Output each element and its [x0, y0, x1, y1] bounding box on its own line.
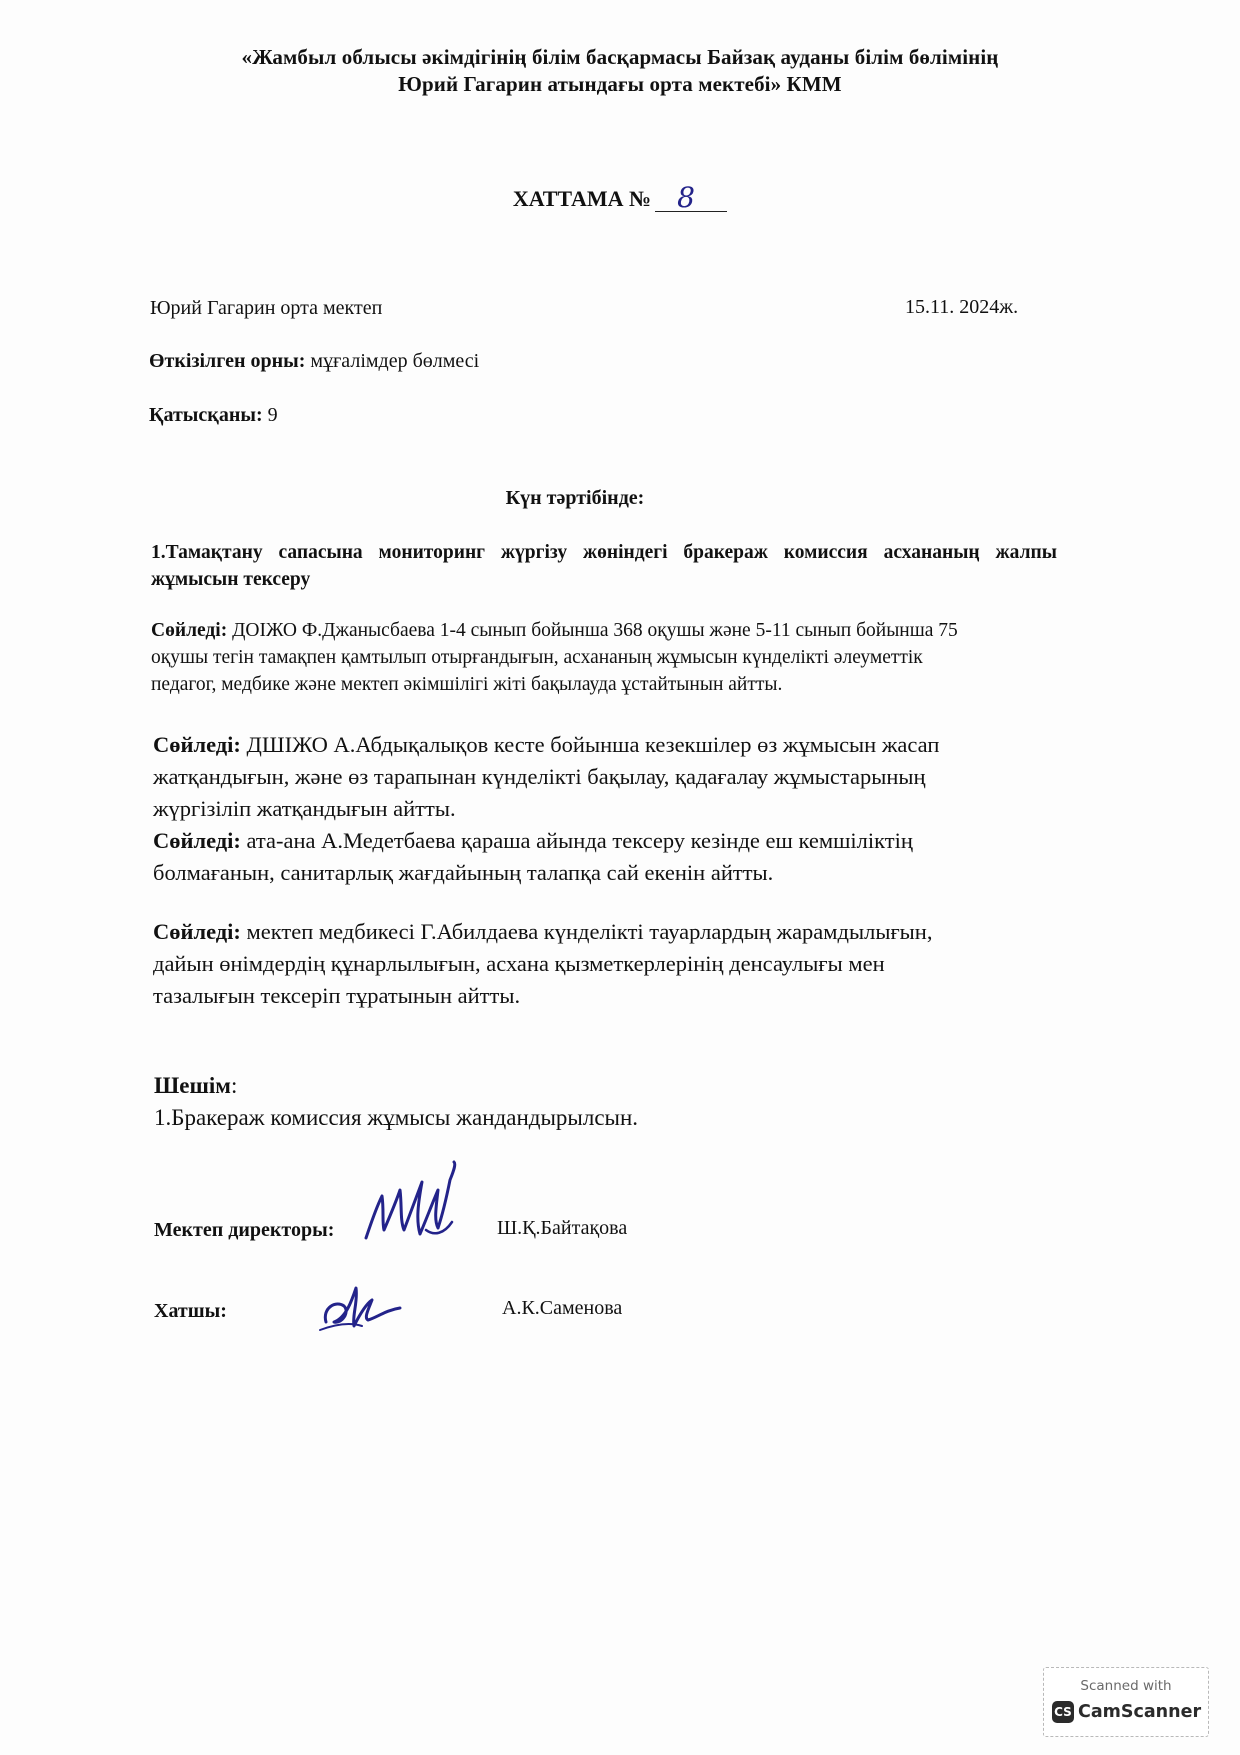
camscanner-brand: CamScanner	[1078, 1702, 1202, 1722]
speech-4-line-3: тазалығын тексеріп тұратынын айтты.	[153, 983, 521, 1008]
speech-4-line-2: дайын өнімдердің құнарлылығын, асхана қызметкерлерінің денсаулығы мен	[153, 951, 885, 976]
speech-2-label: Сөйледі:	[153, 732, 241, 757]
speech-3-label: Сөйледі:	[153, 828, 241, 853]
protocol-number-handwritten: 8	[677, 181, 695, 214]
speech-2-line-3: жүргізіліп жатқандығын айтты.	[153, 796, 456, 821]
speech-3-line-2: болмағанын, санитарлық жағдайының талапқа сай екенін айтты.	[153, 860, 774, 885]
venue-label: Өткізілген орны:	[149, 350, 306, 372]
protocol-title-text: ХАТТАМА №	[512, 186, 652, 211]
secretary-name: А.К.Саменова	[502, 1297, 623, 1319]
protocol-number-line	[655, 181, 727, 214]
scanned-with-text: Scanned with	[1080, 1678, 1172, 1694]
speech-4-line-1	[153, 916, 1083, 948]
director-signature	[360, 1160, 480, 1250]
protocol-title	[0, 181, 1240, 214]
speech-4	[153, 916, 1083, 1012]
speech-3-line-1	[153, 825, 1083, 857]
attended-value: 9	[262, 404, 278, 426]
speech-1-line-1-text: ДОІЖО Ф.Джанысбаева 1-4 сынып бойынша 368 оқушы және 5-11 сынып бойынша 75	[227, 620, 958, 641]
school-name: Юрий Гагарин орта мектеп	[150, 297, 383, 319]
director-label: Мектеп директоры:	[154, 1219, 335, 1241]
speech-4-line-1-text: мектеп медбикесі Г.Абилдаева күнделікті тауарлардың жарамдылығын,	[240, 919, 933, 944]
secretary-signature	[316, 1278, 416, 1338]
camscanner-watermark	[1043, 1667, 1209, 1737]
camscanner-logo-icon: CS	[1052, 1701, 1074, 1723]
decision-heading	[154, 1073, 237, 1099]
attended-label: Қатысқаны:	[149, 404, 263, 426]
venue-value: мұғалімдер бөлмесі	[305, 350, 480, 372]
org-name-line-2: Юрий Гагарин атындағы орта мектебі» КММ	[398, 72, 842, 96]
speech-2-line-1	[153, 729, 1083, 761]
speech-3	[153, 825, 1083, 889]
director-name: Ш.Қ.Байтақова	[497, 1217, 628, 1239]
speech-1	[151, 617, 1071, 698]
protocol-date: 15.11. 2024ж.	[905, 296, 1019, 318]
decision-colon: :	[230, 1073, 238, 1098]
speech-1-line-1	[151, 617, 1071, 644]
agenda-heading: Күн тәртібінде:	[505, 487, 645, 509]
speech-4-label: Сөйледі:	[153, 919, 241, 944]
decision-label: Шешім	[154, 1073, 231, 1098]
speech-1-label: Сөйледі:	[151, 620, 228, 641]
speech-2-line-1-text: ДШІЖО А.Абдықалықов кесте бойынша кезекшілер өз жұмысын жасап	[240, 732, 940, 757]
decision-item-1: 1.Бракераж комиссия жұмысы жандандырылсын.	[154, 1105, 639, 1130]
speech-3-line-1-text: ата-ана А.Медетбаева қараша айында тексеру кезінде еш кемшіліктің	[240, 828, 913, 853]
venue-row	[149, 350, 479, 373]
org-name-line-1: «Жамбыл облысы әкімдігінің білім басқармасы Байзақ ауданы білім бөлімінің	[241, 45, 999, 69]
agenda-item-1: 1.Тамақтану сапасына мониторинг жүргізу жөніндегі бракераж комиссия асхананың жалпы жұмысын тексеру	[151, 542, 1057, 590]
speech-2	[153, 729, 1083, 825]
speech-2-line-2: жатқандығын, және өз тарапынан күнделікті бақылау, қадағалау жұмыстарының	[153, 764, 926, 789]
attended-row	[149, 404, 278, 427]
speech-1-line-2: оқушы тегін тамақпен қамтылып отырғандығын, асхананың жұмысын күнделікті әлеуметтік	[151, 647, 923, 668]
secretary-label: Хатшы:	[154, 1300, 227, 1322]
speech-1-line-3: педагог, медбике және мектеп әкімшілігі жіті бақылауда ұстайтынын айтты.	[151, 674, 783, 695]
